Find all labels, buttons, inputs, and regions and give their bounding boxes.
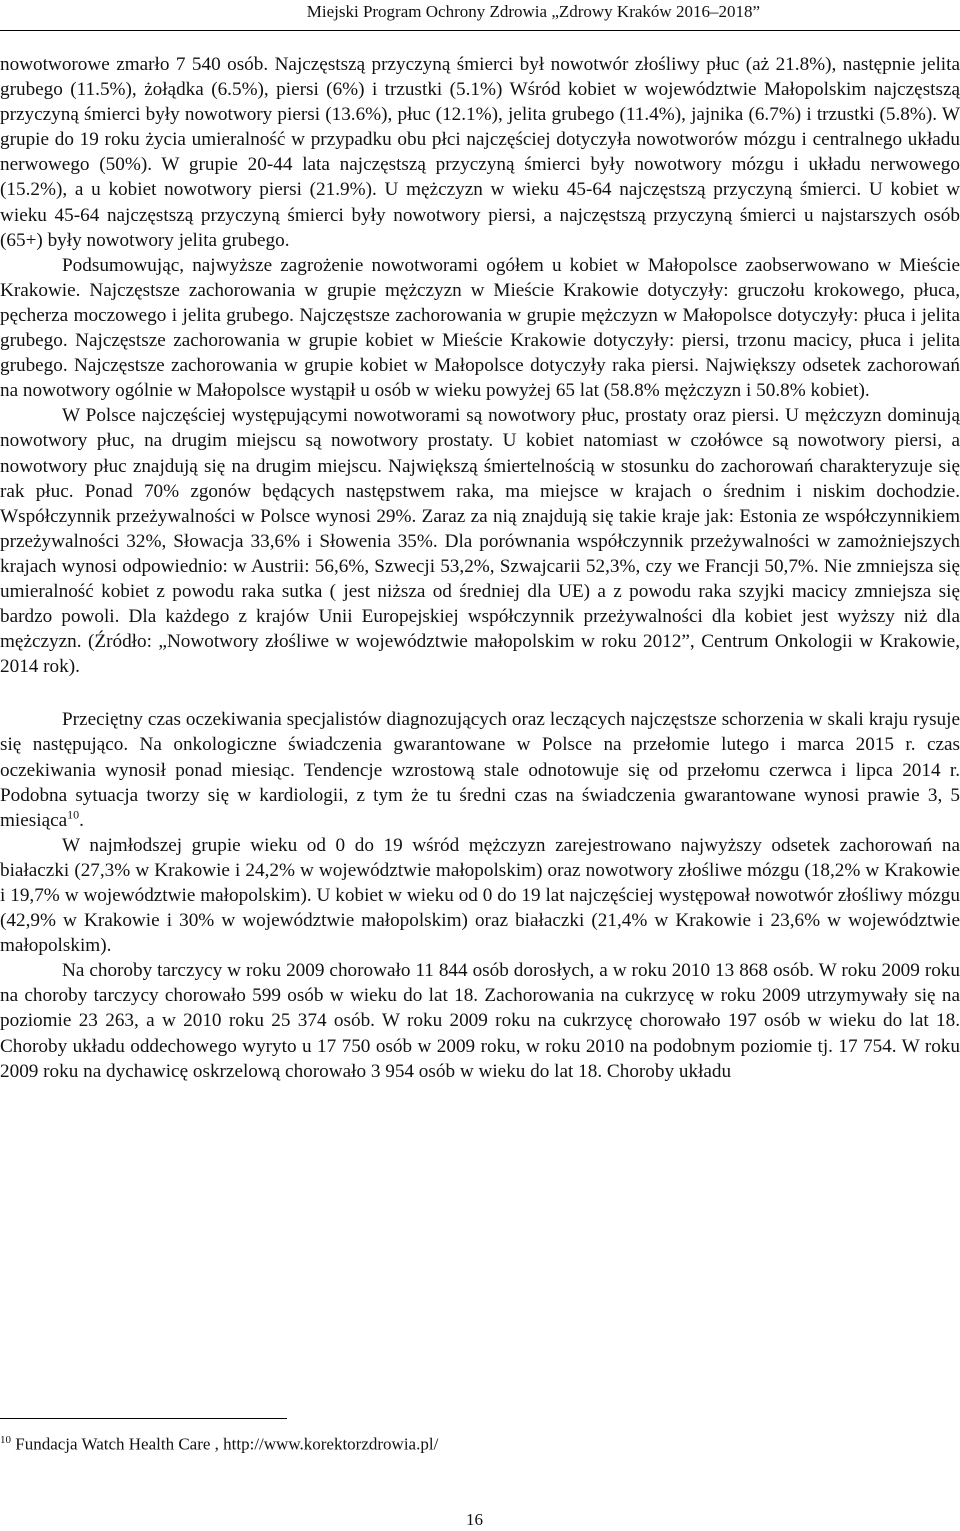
paragraph-gap bbox=[0, 679, 960, 707]
footnote-text: Fundacja Watch Health Care , http://www.korektorzdrowia.pl/ bbox=[15, 1434, 439, 1454]
running-header: Miejski Program Ochrony Zdrowia „Zdrowy Kraków 2016–2018” bbox=[306, 2, 760, 21]
footnote-reference[interactable]: 10 bbox=[67, 807, 80, 822]
header-rule bbox=[0, 30, 960, 31]
footnote-number: 10 bbox=[0, 1434, 11, 1446]
page-number: 16 bbox=[466, 1510, 483, 1529]
paragraph-waiting-time-text: Przeciętny czas oczekiwania specjalistów diagnozujących oraz leczących najczęstsze schorzenia w skali kraju rysuje się następująco. Na onkologiczne świadczenia gwarantowane w Polsce na przełomie lutego i marca 2015 r. czas oczekiwania wynosił ponad miesiąc. Tendencje wzrostową stale odnotowuje się od przełomu czerwca i lipca 2014 r. Podobna sytuacja tworzy się w kardiologii, z tym że tu średni czas na świadczenia gwarantowane wynosi prawie 3, 5 miesiąca bbox=[0, 709, 960, 831]
paragraph-waiting-time-tail: . bbox=[79, 809, 84, 831]
paragraph-poland: W Polsce najczęściej występującymi nowotworami są nowotwory płuc, prostaty oraz piersi. U mężczyzn dominują nowotwory płuc, na drugim miejscu są nowotwory prostaty. U kobiet natomiast w czołówce są nowotwory piersi, a nowotwory płuc znajdują się na drugim miejscu. Największą śmiertelnością w stosunku do zachorowań charakteryzuje się rak płuc. Ponad 70% zgonów będących następstwem raka, ma miejsce w krajach o średnim i niskim dochodzie. Współczynnik przeżywalności w Polsce wynosi 29%. Zaraz za nią znajdują się takie kraje jak: Estonia ze współczynnikiem przeżywalności 32%, Słowacja 33,6% i Słowenia 35%. Dla porównania współczynnik przeżywalności w zamożniejszych krajach wynosi odpowiednio: w Austrii: 56,6%, Szwecji 53,2%, Szwajcarii 52,3%, czy we Francji 50,7%. Nie zmniejsza się umieralność kobiet z powodu raka sutka ( jest niższa od średniej dla UE) a z powodu raka szyjki macicy zmniejsza się bardzo powoli. Dla każdego z krajów Unii Europejskiej współczynnik przeżywalności dla kobiet jest wyższy niż dla mężczyzn. (Źródło: „Nowotwory złośliwe w województwie małopolskim w roku 2012”, Centrum Onkologii w Krakowie, 2014 rok). bbox=[0, 405, 960, 678]
paragraph-cancer-deaths: nowotworowe zmarło 7 540 osób. Najczęstszą przyczyną śmierci był nowotwór złośliwy płuc (aż 21.8%), następnie jelita grubego (11.5%), żołądka (6.5%), piersi (6%) i trzustki (5.1%) Wśród kobiet w województwie Małopolskim najczęstszą przyczyną śmierci były nowotwory piersi (13.6%), płuc (12.1%), jelita grubego (11.4%), jajnika (6.7%) i trzustki (5.8%). W grupie do 19 roku życia umieralność w przypadku obu płci najczęściej dotyczyła nowotworów mózgu i centralnego układu nerwowego (50%). W grupie 20-44 lata najczęstszą przyczyną śmierci były nowotwory mózgu i układu nerwowego (15.2%), a u kobiet nowotwory piersi (21.9%). U mężczyzn w wieku 45-64 najczęstszą przyczyną śmierci. U kobiet w wieku 45-64 najczęstszą przyczyną śmierci były nowotwory piersi, a najczęstszą przyczyną śmierci u najstarszych osób (65+) były nowotwory jelita grubego. bbox=[0, 54, 960, 251]
footnote bbox=[0, 1434, 438, 1455]
footnote-rule bbox=[0, 1418, 287, 1419]
paragraph-waiting-time bbox=[0, 707, 960, 832]
paragraph-youngest-group: W najmłodszej grupie wieku od 0 do 19 wśród mężczyzn zarejestrowano najwyższy odsetek zachorowań na białaczki (27,3% w Krakowie i 24,2% w województwie małopolskim) oraz nowotwory złośliwe mózgu (18,2% w Krakowie i 19,7% w województwie małopolskim). U kobiet w wieku od 0 do 19 lat najczęściej występował nowotwór złośliwy mózgu (42,9% w Krakowie i 30% w województwie małopolskim) oraz białaczki (21,4% w Krakowie i 23,6% w województwie małopolskim). bbox=[0, 834, 960, 957]
paragraph-summary: Podsumowując, najwyższe zagrożenie nowotworami ogółem u kobiet w Małopolsce zaobserwowano w Mieście Krakowie. Najczęstsze zachorowania w grupie mężczyzn w Mieście Krakowie dotyczyły: gruczołu krokowego, płuca, pęcherza moczowego i jelita grubego. Najczęstsze zachorowania w grupie mężczyzn w Małopolsce dotyczyły: płuca i jelita grubego. Najczęstsze zachorowania w grupie kobiet w Mieście Krakowie dotyczyły: piersi, trzonu macicy, płuca i jelita grubego. Najczęstsze zachorowania w grupie kobiet w Małopolsce dotyczyły raka piersi. Największy odsetek zachorowań na nowotwory ogólnie w Małopolsce wystąpił u osób w wieku powyżej 65 lat (58.8% mężczyzn i 50.8% kobiet). bbox=[0, 254, 960, 402]
paragraph-thyroid: Na choroby tarczycy w roku 2009 chorowało 11 844 osób dorosłych, a w roku 2010 13 868 osób. W roku 2009 roku na choroby tarczycy chorowało 599 osób w wieku do lat 18. Zachorowania na cukrzycę w roku 2009 utrzymywały się na poziomie 23 263, a w 2010 roku 25 374 osób. W roku 2009 roku na cukrzycę chorowało 197 osób w wieku do lat 18. Choroby układu oddechowego wyryto u 17 750 osób w 2009 roku, w roku 2010 na podobnym poziomie tj. 17 754. W roku 2009 roku na dychawicę oskrzelową chorowało 3 954 osób w wieku do lat 18. Choroby układu bbox=[0, 960, 960, 1082]
document-body bbox=[0, 52, 960, 1084]
